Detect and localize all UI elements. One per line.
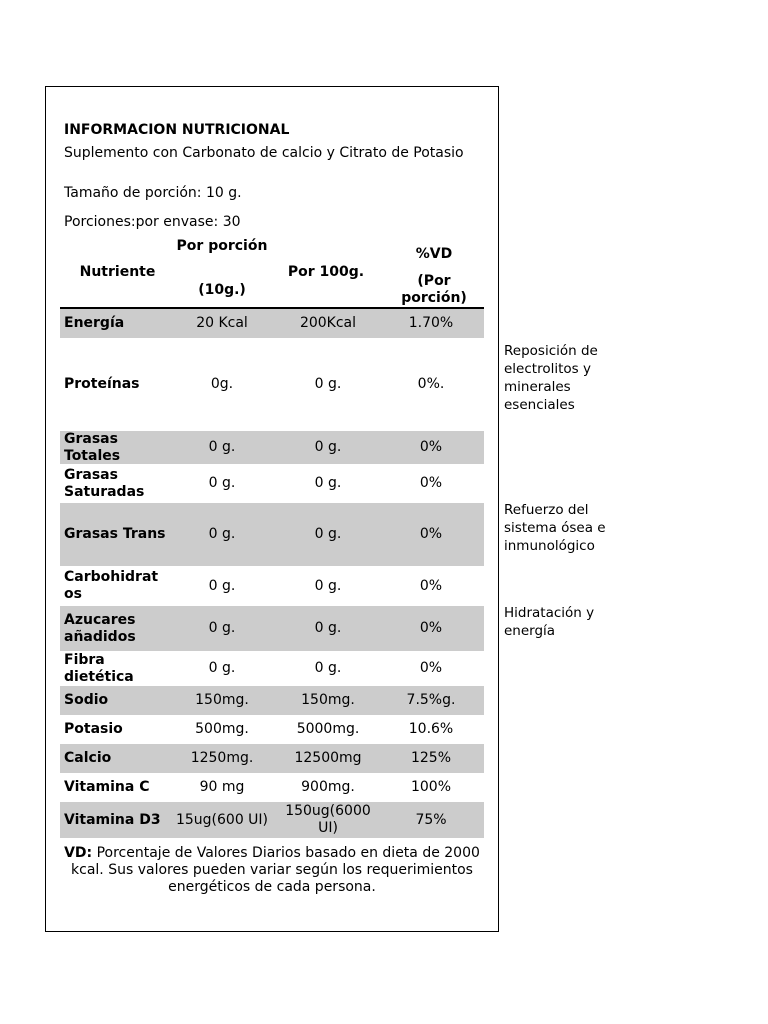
table-row-grasas-totales [60,431,484,464]
per-portion-value: 90 mg [199,779,245,795]
table-row-energia [60,309,484,338]
vd-value: 125% [410,750,452,766]
per-portion-value: 150mg. [195,692,249,708]
table-row-vitamina-d3 [60,802,484,838]
per-100g-value: 0 g. [314,475,342,491]
nutrient-name: Grasas Saturadas [64,466,145,500]
per-100g-value: 200Kcal [299,315,357,331]
nutrient-name: Azucares añadidos [64,611,136,645]
nutrient-name: Potasio [64,721,123,737]
per-portion-value: 0 g. [208,577,236,594]
per-portion-value: 0 g. [208,439,236,455]
per-portion-value: 0 g. [208,475,236,491]
label-subtitle: Suplemento con Carbonato de calcio y Citrato de Potasio [64,145,464,161]
vd-value: 0% [419,526,443,542]
per-portion-value: 0 g. [208,526,236,542]
table-row-vitamina-c [60,773,484,802]
vd-value: 0% [419,475,443,491]
nutrient-name: Proteínas [64,376,140,392]
vd-value: 75% [415,811,447,828]
nutrient-name: Grasas Totales [64,430,121,464]
vd-value: 0% [419,660,443,676]
per-portion-value: 500mg. [195,721,249,737]
nutrient-name: Vitamina C [64,779,150,795]
nutrient-name: Energía [64,315,125,331]
header-vd: %VD [415,246,453,262]
per-100g-value: 0 g. [314,577,342,594]
header-vd-portion: (Por porción) [401,273,467,306]
vd-value: 100% [410,779,452,795]
side-note-electrolitos: Reposición de electrolitos y minerales esenciales [504,343,598,413]
header-nutrient: Nutriente [79,264,156,280]
footnote-label: VD: [64,845,93,861]
table-row-proteinas [60,338,484,431]
vd-value: 0% [419,577,443,594]
per-100g-value: 150mg. [301,692,355,708]
per-100g-value: 0 g. [314,526,342,542]
per-portion-value: 0 g. [208,660,236,676]
nutrient-name: Calcio [64,750,112,766]
footnote-text: Porcentaje de Valores Diarios basado en dieta de 2000 kcal. Sus valores pueden variar según los requerimientos energéticos de cada persona. [71,845,480,895]
per-100g-value: 0 g. [314,439,342,455]
side-note-sistema-oseo: Refuerzo del sistema ósea e inmunológico [504,502,606,554]
vd-value: 7.5%g. [406,692,456,708]
per-100g-value: 0 g. [314,620,342,636]
label-title: INFORMACION NUTRICIONAL [64,122,290,138]
nutrient-name: Grasas Trans [64,526,166,542]
per-portion-value: 15ug(600 UI) [175,811,269,828]
per-100g-value: 5000mg. [296,721,360,737]
nutrient-name: Carbohidratos [64,569,159,602]
per-100g-value: 900mg. [301,779,355,795]
nutrient-name: Sodio [64,692,109,708]
portion-size: Tamaño de porción: 10 g. [64,185,242,201]
table-row-sodio [60,686,484,715]
table-row-grasas-saturadas [60,464,484,503]
nutrient-name: Fibra dietética [64,651,134,685]
side-note-hidratacion: Hidratación y energía [504,605,595,639]
table-row-potasio [60,715,484,744]
per-portion-value: 0g. [210,376,234,392]
header-per-portion-size: (10g.) [198,282,246,298]
table-row-azucares [60,606,484,651]
per-100g-value: 0 g. [314,660,342,676]
table-row-grasas-trans [60,503,484,566]
per-100g-value: 150ug(6000 UI) [285,803,371,836]
header-per-100g: Por 100g. [287,264,365,280]
per-portion-value: 20 Kcal [196,315,248,331]
table-row-fibra [60,651,484,686]
table-row-calcio [60,744,484,773]
table-row-carbohidratos [60,566,484,606]
vd-value: 0%. [417,376,445,392]
vd-value: 10.6% [408,721,454,737]
per-100g-value: 12500mg [294,750,362,766]
header-per-portion: Por porción [176,238,268,254]
per-100g-value: 0 g. [314,376,342,392]
per-portion-value: 0 g. [208,620,236,636]
nutrient-name: Vitamina D3 [64,811,161,828]
vd-value: 1.70% [408,315,454,331]
vd-value: 0% [419,620,443,636]
per-portion-value: 1250mg. [190,750,254,766]
servings-per-container: Porciones:por envase: 30 [64,214,241,230]
vd-footnote [64,845,480,896]
vd-value: 0% [419,439,443,455]
